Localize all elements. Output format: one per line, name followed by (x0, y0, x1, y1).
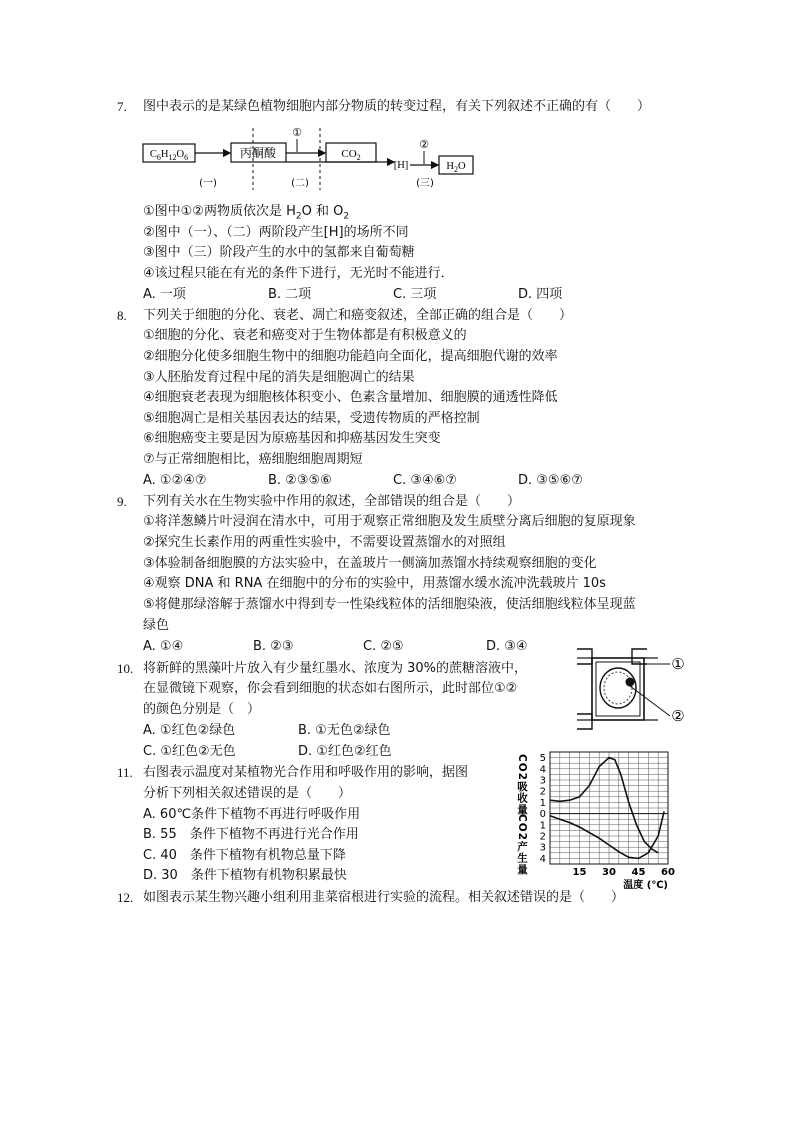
protoplast (600, 668, 636, 708)
series-line-1 (550, 758, 658, 853)
q11-option-d: D. 30 条件下植物有机物积累最快 (143, 868, 347, 883)
y-axis-label-bottom: CO2产生量 (516, 814, 528, 876)
series-line-2 (550, 811, 664, 858)
q9-stem: 下列有关水在生物实验中作用的叙述，全部错误的组合是（ ） (143, 494, 521, 509)
q7-option-d: D. 四项 (518, 287, 563, 302)
stage-1-label: (一) (199, 178, 217, 189)
q8-option-c: C. ③④⑥⑦ (393, 473, 457, 488)
q9-option-a: A. ①④ (143, 639, 184, 654)
q9-item-4: ④观察 DNA 和 RNA 在细胞中的分布的实验中，用蒸馏水缓水流冲洗载玻片 10s (143, 576, 606, 591)
y-tick-label: 2 (539, 786, 546, 798)
q10-option-a: A. ①红色②绿色 (143, 723, 236, 738)
y-tick-label: 3 (539, 775, 546, 787)
stage-3-label: (三) (416, 178, 434, 189)
q8-item-1: ①细胞的分化、衰老和癌变对于生物体都是有积极意义的 (143, 328, 467, 343)
q9-item-1: ①将洋葱鳞片叶浸润在清水中，可用于观察正常细胞及发生质壁分离后细胞的复原现象 (143, 514, 636, 529)
temperature-chart (508, 740, 680, 892)
figure-label-1: ① (671, 655, 685, 673)
q11-number: 11. (117, 765, 133, 780)
q11-option-a: A. 60℃条件下植物不再进行呼吸作用 (143, 807, 361, 822)
q9-item-5: ⑤将健那绿溶解于蒸馏水中得到专一性染线粒体的活细胞染液，使活细胞线粒体呈现蓝 (143, 597, 636, 612)
q8-item-2: ②细胞分化使多细胞生物中的细胞功能趋向全面化，提高细胞代谢的效率 (143, 349, 558, 364)
q9-number: 9. (117, 494, 127, 509)
q8-option-b: B. ②③⑤⑥ (268, 473, 332, 488)
pyruvate-label: 丙酮酸 (239, 146, 277, 160)
q7-option-c: C. 三项 (393, 287, 437, 302)
q11-line-2: 分析下列相关叙述错误的是（ ） (143, 786, 352, 801)
q7-option-a: A. 一项 (143, 287, 186, 302)
y-tick-label: 0 (539, 809, 546, 821)
y-axis-label-top: CO2吸收量 (516, 754, 528, 816)
q8-item-5: ⑤细胞凋亡是相关基因表达的结果，受遗传物质的严格控制 (143, 411, 480, 426)
q9-item-3: ③体验制备细胞膜的方法实验中，在盖玻片一侧滴加蒸馏水持续观察细胞的变化 (143, 556, 597, 571)
q7-item-4: ④该过程只能在有光的条件下进行，无光时不能进行． (143, 266, 454, 281)
q8-item-7: ⑦与正常细胞相比，癌细胞细胞周期短 (143, 452, 363, 467)
q8-option-d: D. ③⑤⑥⑦ (518, 473, 583, 488)
q8-item-6: ⑥细胞癌变主要是因为原癌基因和抑癌基因发生突变 (143, 431, 441, 446)
q11-option-c: C. 40 条件下植物有机物总量下降 (143, 848, 346, 863)
q10-line-3: 的颜色分别是（ ） (143, 702, 261, 717)
co2-label: $CO_2$ (341, 148, 361, 162)
q12-number: 12. (117, 890, 134, 905)
q8-stem: 下列关于细胞的分化、衰老、凋亡和癌变叙述，全部正确的组合是（ ） (143, 308, 573, 323)
q9-item-5-cont: 绿色 (143, 618, 170, 633)
q8-option-a: A. ①②④⑦ (143, 473, 207, 488)
q7-number: 7. (117, 99, 127, 114)
x-tick-label: 60 (661, 867, 675, 878)
q10-line-1: 将新鲜的黑藻叶片放入有少量红墨水、浓度为 30%的蔗糖溶液中， (143, 661, 528, 676)
y-tick-label: 2 (539, 831, 546, 843)
q11-option-b: B. 55 条件下植物不再进行光合作用 (143, 827, 359, 842)
q10-line-2: 在显微镜下观察，你会看到细胞的状态如右图所示，此时部位①② (143, 681, 518, 696)
marker-1: ① (292, 126, 302, 139)
respiration-diagram (140, 124, 485, 192)
y-tick-label: 5 (539, 753, 546, 765)
y-tick-label: 1 (539, 797, 546, 809)
q11-line-1: 右图表示温度对某植物光合作用和呼吸作用的影响，据图 (143, 765, 469, 780)
x-tick-label: 15 (572, 867, 587, 878)
glucose-label: $C_6H_{12}O_6$ (149, 149, 189, 162)
stage-2-label: (二) (291, 178, 309, 189)
q8-item-3: ③人胚胎发育过程中尾的消失是细胞凋亡的结果 (143, 370, 415, 385)
q9-option-d: D. ③④ (486, 639, 528, 654)
h-label: [H] (393, 160, 409, 171)
y-tick-label: 3 (539, 842, 546, 854)
figure-label-2: ② (671, 707, 685, 725)
y-tick-label: 4 (539, 764, 546, 776)
q12-stem: 如图表示某生物兴趣小组利用韭菜宿根进行实验的流程。相关叙述错误的是（ ） (143, 890, 625, 905)
marker-2: ② (419, 138, 429, 151)
y-tick-label: 1 (539, 820, 546, 832)
y-tick-label: 4 (539, 853, 546, 865)
x-tick-label: 45 (631, 867, 646, 878)
q7-option-b: B. 二项 (268, 287, 312, 302)
x-axis-label: 温度 (℃) (623, 880, 668, 891)
q7-item-2: ②图中（一）、（二）两阶段产生[H]的场所不同 (143, 225, 409, 240)
q8-number: 8. (117, 308, 127, 323)
nucleus (626, 678, 635, 687)
q10-option-d: D. ①红色②红色 (298, 744, 392, 759)
q7-stem: 图中表示的是某绿色植物细胞内部分物质的转变过程，有关下列叙述不正确的有（ ） (143, 99, 651, 114)
cell-figure (572, 644, 692, 734)
q9-item-2: ②探究生长素作用的两重性实验中，不需要设置蒸馏水的对照组 (143, 535, 506, 550)
q8-item-4: ④细胞衰老表现为细胞核体积变小、色素含量增加、细胞膜的通透性降低 (143, 390, 558, 405)
q10-option-b: B. ①无色②绿色 (298, 723, 391, 738)
water-label: $H_2O$ (446, 161, 466, 174)
q7-item-1: ①图中①②两物质依次是 $H_2O$ 和 $O_2$ (143, 204, 350, 222)
x-tick-label: 30 (602, 867, 616, 878)
q9-option-c: C. ②⑤ (363, 639, 404, 654)
q10-number: 10. (117, 661, 134, 676)
q9-option-b: B. ②③ (253, 639, 294, 654)
q7-item-3: ③图中（三）阶段产生的水中的氢都来自葡萄糖 (143, 245, 415, 260)
q10-option-c: C. ①红色②无色 (143, 744, 236, 759)
